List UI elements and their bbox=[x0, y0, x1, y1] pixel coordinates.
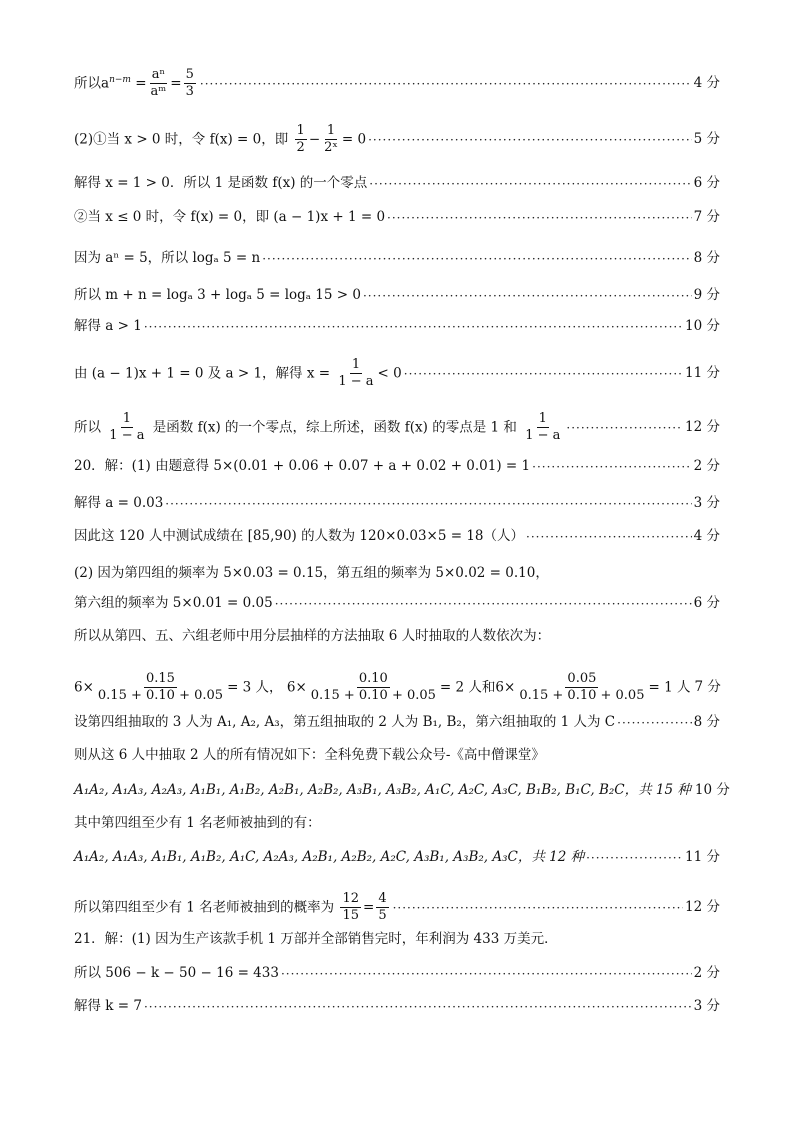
line-text: 解得 k = 7 bbox=[74, 998, 142, 1014]
numerator: 5 bbox=[184, 68, 196, 84]
score-label: 11 分 bbox=[685, 365, 720, 382]
leader-dots bbox=[262, 253, 691, 265]
fraction bbox=[295, 124, 307, 156]
numerator: 12 bbox=[340, 892, 361, 908]
text-segment: < 0 bbox=[377, 365, 402, 382]
line-text: ②当 x ≤ 0 时，令 f(x) = 0，即 (a − 1)x + 1 = 0 bbox=[74, 209, 386, 225]
line-text: 其中第四组至少有 1 名老师被抽到的有： bbox=[74, 815, 321, 831]
leader-dots bbox=[144, 321, 683, 333]
score-label: 11 分 bbox=[685, 849, 720, 865]
score-label: 7 分 bbox=[694, 679, 721, 696]
text-segment: = bbox=[227, 679, 239, 696]
solution-line-4 bbox=[74, 211, 720, 225]
denominator: 0.15 + 0.10 + 0.05 bbox=[310, 688, 436, 704]
score-label: 4 分 bbox=[693, 75, 720, 92]
solution-line-24 bbox=[74, 967, 720, 981]
solution-line-3 bbox=[74, 177, 720, 191]
line-text: 所以从第四、五、六组老师中用分层抽样的方法抽取 6 人时抽取的人数依次为： bbox=[74, 628, 551, 644]
line-text bbox=[74, 412, 564, 444]
text-segment: 2 人和 bbox=[455, 679, 496, 696]
solution-line-22 bbox=[74, 892, 720, 924]
line-text bbox=[74, 672, 690, 704]
line-text: (2)①当 x > 0 时，令 f(x) = 0，即 $\frac{1}{2}$ − $\frac{1}{\text{2ˣ}}$ = 0 bbox=[74, 123, 367, 156]
line-text: 因此这 120 人中测试成绩在 [85,90) 的人数为 120×0.03×5 = 18（人） bbox=[74, 528, 525, 544]
line-text bbox=[74, 358, 402, 390]
solution-line-11 bbox=[74, 497, 720, 511]
solution-line-16 bbox=[74, 672, 720, 704]
denominator: aᵐ bbox=[150, 84, 167, 100]
leader-dots bbox=[165, 498, 691, 510]
score-label: 6 分 bbox=[693, 595, 720, 611]
text-segment: 6× bbox=[495, 679, 516, 696]
leader-dots bbox=[275, 598, 692, 610]
score-label: 10 分 bbox=[685, 318, 720, 334]
solution-line-12 bbox=[74, 530, 720, 544]
leader-dots bbox=[617, 717, 691, 729]
leader-dots bbox=[200, 78, 692, 90]
numerator: 0.15 bbox=[144, 672, 177, 688]
leader-dots bbox=[281, 968, 692, 980]
solution-line-23 bbox=[74, 933, 720, 947]
solution-line-17 bbox=[74, 716, 720, 730]
score-label: 9 分 bbox=[693, 287, 720, 303]
numerator: 1 bbox=[537, 412, 549, 428]
numerator: 4 bbox=[376, 892, 388, 908]
score-label: 10 分 bbox=[694, 782, 730, 798]
leader-dots bbox=[387, 212, 692, 224]
fraction bbox=[523, 412, 562, 444]
line-text: 所以 m + n = logₐ 3 + logₐ 5 = logₐ 15 > 0 bbox=[74, 287, 361, 303]
leader-dots bbox=[369, 178, 691, 190]
numerator: 0.05 bbox=[565, 672, 598, 688]
line-text: 设第四组抽取的 3 人为 A₁, A₂, A₃，第五组抽取的 2 人为 B₁, B₂，第六组抽取的 1 人为 C bbox=[74, 714, 616, 730]
text-segment: (2)①当 x > 0 时，令 f(x) = 0，即 bbox=[74, 131, 289, 148]
line-text: 第六组的频率为 5×0.01 = 0.05 bbox=[74, 595, 273, 611]
leader-dots bbox=[566, 422, 683, 434]
denominator: 1 − a bbox=[525, 428, 561, 444]
text-segment: 6× bbox=[74, 679, 94, 696]
score-label: 5 分 bbox=[693, 131, 720, 148]
numerator: 1 bbox=[325, 124, 337, 140]
leader-dots bbox=[363, 290, 692, 302]
denominator: 1 − a bbox=[109, 428, 145, 444]
fraction bbox=[340, 892, 361, 924]
text-segment: 由 (a − 1)x + 1 = 0 及 a > 1，解得 x = bbox=[74, 365, 331, 382]
score-label: 3 分 bbox=[693, 998, 720, 1014]
line-text: 所以 506 − k − 50 − 16 = 433 bbox=[74, 965, 279, 981]
line-text: A₁A₂, A₁A₃, A₁B₁, A₁B₂, A₁C, A₂A₃, A₂B₁, A₂B₂, A₂C, A₃B₁, A₃B₂, A₃C，共 12 种 bbox=[74, 849, 585, 865]
text-segment: = 0 bbox=[341, 131, 367, 148]
text-segment: = bbox=[439, 679, 452, 696]
solution-line-7 bbox=[74, 320, 720, 334]
score-label: 2 分 bbox=[693, 965, 720, 981]
leader-dots bbox=[144, 1001, 692, 1013]
solution-line-13 bbox=[74, 567, 720, 581]
leader-dots bbox=[393, 902, 683, 914]
line-text: 所以第四组至少有 1 名老师被抽到的概率为 $\frac{12}{15}$ = $\frac{4}{5}$ bbox=[74, 891, 387, 924]
denominator: 2 bbox=[296, 140, 305, 156]
line-text: 解得 a = 0.03 bbox=[74, 495, 164, 511]
solution-line-1 bbox=[74, 68, 720, 100]
solution-line-10 bbox=[74, 460, 720, 474]
solution-line-8 bbox=[74, 358, 720, 390]
denominator: 5 bbox=[378, 908, 387, 924]
solution-line-21 bbox=[74, 851, 720, 865]
line-text: (2) 因为第四组的频率为 5×0.03 = 0.15，第五组的频率为 5×0.02 = 0.10， bbox=[74, 565, 549, 581]
numerator: 0.10 bbox=[357, 672, 390, 688]
fraction bbox=[149, 68, 169, 100]
fraction bbox=[184, 68, 196, 100]
denominator: 3 bbox=[185, 84, 194, 100]
line-text: 则从这 6 人中抽取 2 人的所有情况如下：全科免费下载公众号-《高中僧课堂》 bbox=[74, 747, 545, 763]
solution-line-18 bbox=[74, 749, 720, 763]
score-label: 8 分 bbox=[693, 714, 720, 730]
solution-line-9 bbox=[74, 412, 720, 444]
solution-line-5 bbox=[74, 252, 720, 266]
text-segment: 3 人， bbox=[242, 679, 283, 696]
fraction bbox=[309, 672, 438, 704]
score-label: 6 分 bbox=[693, 175, 720, 191]
line-text: A₁A₂, A₁A₃, A₂A₃, A₁B₁, A₁B₂, A₂B₁, A₂B₂, A₃B₁, A₃B₂, A₁C, A₂C, A₃C, B₁B₂, B₁C, B₂C，共 15 种 bbox=[74, 782, 691, 798]
score-label: 3 分 bbox=[693, 495, 720, 511]
text-segment: 所以 bbox=[74, 419, 101, 436]
denominator: 1 − a bbox=[338, 374, 374, 390]
denominator: 0.15 + 0.10 + 0.05 bbox=[97, 688, 224, 704]
numerator: aⁿ bbox=[150, 68, 167, 84]
score-label: 4 分 bbox=[693, 528, 720, 544]
score-label: 7 分 bbox=[693, 209, 720, 225]
leader-dots bbox=[586, 852, 683, 864]
fraction bbox=[322, 124, 340, 156]
solution-line-6 bbox=[74, 289, 720, 303]
fraction bbox=[96, 672, 225, 704]
fraction bbox=[376, 892, 388, 924]
solution-line-15 bbox=[74, 630, 720, 644]
leader-dots bbox=[526, 531, 692, 543]
score-label: 12 分 bbox=[685, 419, 720, 436]
leader-dots bbox=[404, 368, 683, 380]
solution-line-25 bbox=[74, 1000, 720, 1014]
denominator: 0.15 + 0.10 + 0.05 bbox=[519, 688, 645, 704]
line-text: 所以$a^{n-m}$ = $\frac{\text{aⁿ}}{\text{aᵐ}}$ = $\frac{5}{3}$ bbox=[74, 67, 194, 100]
text-segment: 所以第四组至少有 1 名老师被抽到的概率为 bbox=[74, 899, 335, 916]
text-segment: = bbox=[648, 679, 660, 696]
score-label: 12 分 bbox=[685, 899, 720, 916]
leader-dots bbox=[368, 134, 692, 146]
fraction bbox=[336, 358, 375, 390]
denominator: 2ˣ bbox=[324, 140, 338, 156]
solution-line-14 bbox=[74, 597, 720, 611]
fraction bbox=[517, 672, 646, 704]
line-text: 20．解：(1) 由题意得 5×(0.01 + 0.06 + 0.07 + a + 0.02 + 0.01) = 1 bbox=[74, 458, 531, 474]
text-segment: 1 人 bbox=[664, 679, 691, 696]
score-label: 2 分 bbox=[693, 458, 720, 474]
line-text: 因为 aⁿ = 5，所以 logₐ 5 = n bbox=[74, 250, 261, 266]
line-text: 解得 a > 1 bbox=[74, 318, 142, 334]
numerator: 1 bbox=[350, 358, 362, 374]
denominator: 15 bbox=[342, 908, 360, 924]
text-segment: 是函数 f(x) 的一个零点，综上所述，函数 f(x) 的零点是 1 和 bbox=[152, 419, 517, 436]
line-text: 解得 x = 1 > 0．所以 1 是函数 f(x) 的一个零点 bbox=[74, 175, 368, 191]
numerator: 1 bbox=[295, 124, 307, 140]
line-text: 21．解：(1) 因为生产该款手机 1 万部并全部销售完时，年利润为 433 万美元． bbox=[74, 931, 558, 947]
fraction bbox=[107, 412, 146, 444]
text-segment: 所以a bbox=[74, 75, 110, 92]
numerator: 1 bbox=[121, 412, 133, 428]
solution-line-20 bbox=[74, 817, 720, 831]
solution-line-19 bbox=[74, 782, 730, 798]
leader-dots bbox=[532, 461, 691, 473]
solution-line-2 bbox=[74, 124, 720, 156]
exponent: n−m bbox=[109, 74, 131, 85]
score-label: 8 分 bbox=[693, 250, 720, 266]
text-segment: 6× bbox=[286, 679, 307, 696]
